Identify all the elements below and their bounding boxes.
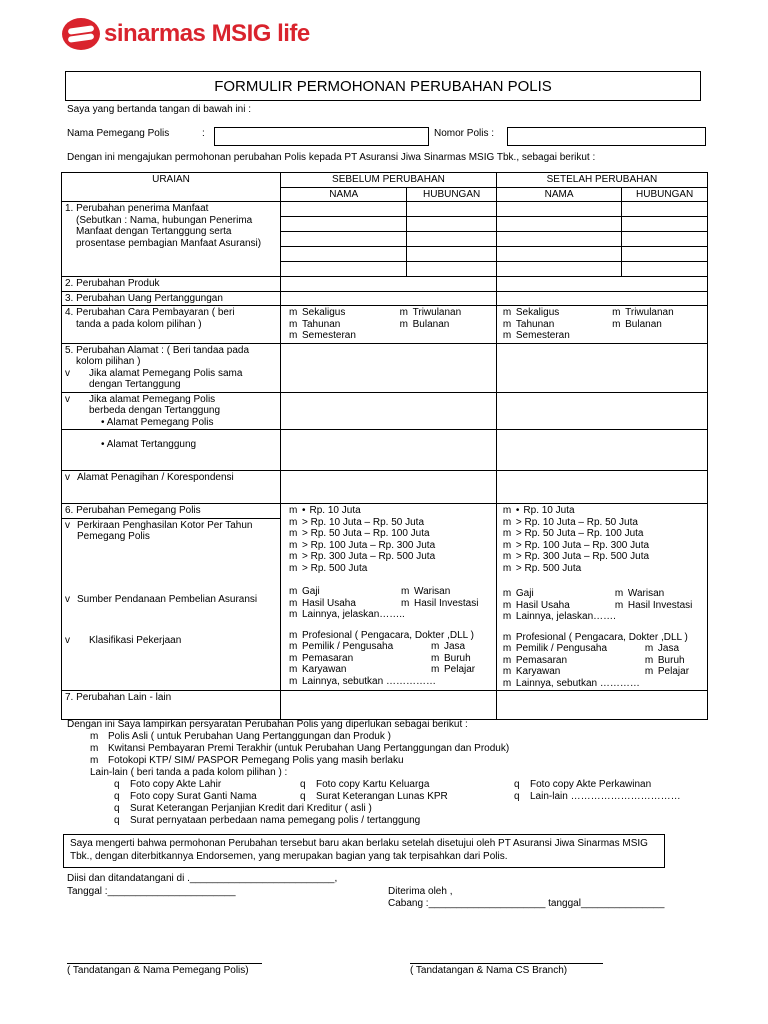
checkbox-icon[interactable]: m <box>289 641 298 652</box>
checkbox-icon[interactable]: m <box>644 643 654 654</box>
fund-hasil-usaha: Hasil Usaha <box>515 599 570 611</box>
option-tahunan: Tahunan <box>302 318 341 330</box>
address-holder: Alamat Pemegang Polis <box>106 416 214 428</box>
job-pelajar: Pelajar <box>444 664 476 675</box>
job-pemilik: Pemilik / Pengusaha <box>515 643 608 654</box>
option-triwulanan: Triwulanan <box>625 307 674 318</box>
checkbox-icon[interactable]: q <box>300 791 306 802</box>
checkbox-icon[interactable]: m <box>289 597 298 609</box>
payment-before[interactable] <box>281 306 497 344</box>
cell[interactable] <box>281 291 497 306</box>
attach-text: Lain-lain …………………………… <box>530 791 681 802</box>
income-label: Perkiraan Penghasilan Kotor Per Tahun Pemegang Polis <box>77 519 253 543</box>
attach-text: Foto copy Akte Lahir <box>130 779 222 790</box>
income-text: > Rp. 100 Juta – Rp. 300 Juta <box>515 539 650 551</box>
income-text: > Rp. 10 Juta – Rp. 50 Juta <box>302 516 425 528</box>
row-1-desc: (Sebutkan : Nama, hubungan Penerima Manfaat dengan Tertanggung serta prosentase pembagian Manfaat Asuransi) <box>76 214 262 249</box>
income-option[interactable] <box>503 505 704 517</box>
row-sum-assured: 3. Perubahan Uang Pertanggungan <box>62 291 281 306</box>
row-1-title: 1. Perubahan penerima Manfaat <box>65 203 209 214</box>
checkbox-icon[interactable]: m <box>502 562 512 574</box>
fund-other: Lainnya, jelaskan……. <box>515 611 616 622</box>
checkbox-icon[interactable]: m <box>502 318 512 330</box>
cell[interactable] <box>496 277 707 292</box>
row-address-diff <box>62 392 281 430</box>
holder-name-field[interactable] <box>214 127 429 146</box>
fund-hasil-usaha: Hasil Usaha <box>302 597 356 609</box>
checkbox-icon[interactable]: q <box>114 815 120 826</box>
job-other: Lainnya, sebutkan …………… <box>302 675 436 687</box>
checkbox-icon[interactable]: m <box>401 597 410 609</box>
job-label: Klasifikasi Pekerjaan <box>89 634 182 646</box>
checkbox-icon[interactable]: m <box>431 641 440 652</box>
policy-number-field[interactable] <box>507 127 706 146</box>
attach-text: Fotokopi KTP/ SIM/ PASPOR Pemegang Polis yang masih berlaku <box>108 755 404 766</box>
income-text: > Rp. 500 Juta <box>515 562 582 574</box>
checkbox-icon[interactable]: m <box>289 562 298 574</box>
attach-text: Kwitansi Pembayaran Premi Terakhir (untuk Perubahan Uang Pertanggungan dan Produk) <box>108 743 510 754</box>
income-text: > Rp. 50 Juta – Rp. 100 Juta <box>515 528 644 539</box>
header-before: SEBELUM PERUBAHAN <box>281 173 497 188</box>
checkbox-icon[interactable]: q <box>114 803 120 814</box>
request-text: Dengan ini mengajukan permohonan perubahan Polis kepada PT Asuransi Jiwa Sinarmas MSIG Tbk., sebagai berikut : <box>67 152 596 163</box>
signature-line-cs[interactable] <box>410 963 603 964</box>
attach-intro: Dengan ini Saya lampirkan persyaratan Perubahan Polis yang diperlukan sebagai berikut : <box>67 719 468 730</box>
cell[interactable] <box>281 217 407 232</box>
checkbox-icon[interactable]: m <box>502 528 512 539</box>
header-nama-before: NAMA <box>281 187 407 202</box>
income-option[interactable] <box>503 517 704 529</box>
bullet-icon: • <box>101 416 105 428</box>
income-text: Rp. 10 Juta <box>523 505 575 516</box>
cell[interactable] <box>496 202 621 217</box>
attach-text: Polis Asli ( untuk Perubahan Uang Pertanggungan dan Produk ) <box>108 731 391 742</box>
check-mark: v <box>65 634 70 646</box>
cell[interactable] <box>496 217 621 232</box>
job-other: Lainnya, sebutkan ………… <box>515 677 640 689</box>
attach-q1[interactable] <box>114 779 221 790</box>
fund-hasil-investasi: Hasil Investasi <box>414 597 479 609</box>
checkbox-icon[interactable]: m <box>502 654 512 666</box>
checkbox-icon[interactable]: m <box>289 675 298 687</box>
attach-q4[interactable] <box>114 791 257 802</box>
check-mark: v <box>65 393 70 405</box>
income-option[interactable] <box>503 563 704 575</box>
cell[interactable] <box>281 343 497 392</box>
checkbox-icon[interactable]: m <box>399 307 408 318</box>
attach-text: Surat pernyataan perbedaan nama pemegang polis / tertanggung <box>130 815 421 826</box>
cell[interactable] <box>496 691 707 720</box>
checkbox-icon[interactable]: m <box>90 755 99 766</box>
intro-text: Saya yang bertanda tangan di bawah ini : <box>67 104 252 115</box>
cell[interactable] <box>407 202 497 217</box>
header-uraian: URAIAN <box>62 173 281 202</box>
bullet-icon: • <box>302 505 306 516</box>
checkbox-icon[interactable]: m <box>431 652 440 664</box>
cell[interactable] <box>281 430 497 471</box>
cell[interactable] <box>281 247 407 262</box>
attach-q8[interactable] <box>114 815 420 826</box>
fund-label: Sumber Pendanaan Pembelian Asuransi <box>77 594 258 606</box>
checkbox-icon[interactable]: m <box>502 611 512 622</box>
checkbox-icon[interactable]: m <box>289 664 298 675</box>
income-option[interactable] <box>289 517 493 529</box>
checkbox-icon[interactable]: q <box>514 791 520 802</box>
checkbox-icon[interactable]: m <box>502 505 512 516</box>
option-semesteran: Semesteran <box>515 330 570 341</box>
checkbox-icon[interactable]: m <box>289 539 298 551</box>
checkbox-icon[interactable]: m <box>502 539 512 551</box>
cell[interactable] <box>407 247 497 262</box>
fund-hasil-investasi: Hasil Investasi <box>627 599 693 611</box>
holder-label: Nama Pemegang Polis <box>67 128 170 139</box>
row-product: 2. Perubahan Produk <box>62 277 281 292</box>
checkbox-icon[interactable]: m <box>502 643 512 654</box>
row-4-title: 4. Perubahan Cara Pembayaran ( beri <box>65 307 235 318</box>
fund-gaji: Gaji <box>515 588 534 599</box>
checkbox-icon[interactable]: m <box>289 307 298 318</box>
check-mark: v <box>65 594 70 606</box>
place-line[interactable]: Diisi dan ditandatangani di .__________________________, <box>67 873 338 884</box>
checkbox-icon[interactable]: m <box>612 307 621 318</box>
checkbox-icon[interactable]: m <box>502 666 512 677</box>
income-option[interactable] <box>289 563 493 575</box>
company-logo <box>62 18 310 50</box>
checkbox-icon[interactable]: q <box>514 779 520 790</box>
row-address-label <box>62 343 281 392</box>
fund-warisan: Warisan <box>627 588 665 599</box>
row-address-insured <box>62 430 281 471</box>
option-triwulanan: Triwulanan <box>412 307 462 318</box>
option-bulanan: Bulanan <box>625 318 662 330</box>
checkbox-icon[interactable]: m <box>401 586 410 597</box>
income-text: > Rp. 100 Juta – Rp. 300 Juta <box>302 539 436 551</box>
holder-change-before[interactable] <box>281 504 497 691</box>
cell[interactable] <box>496 262 621 277</box>
attach-q7[interactable] <box>114 803 372 814</box>
row-job-label <box>62 634 281 691</box>
option-sekaligus: Sekaligus <box>302 307 346 318</box>
attach-other-label: Lain-lain ( beri tanda a pada kolom pilihan ) : <box>90 767 288 778</box>
logo-icon <box>62 18 100 50</box>
attach-text: Foto copy Kartu Keluarga <box>316 779 430 790</box>
option-tahunan: Tahunan <box>515 318 555 330</box>
address-billing: Alamat Penagihan / Korespondensi <box>77 472 234 483</box>
checkbox-icon[interactable]: q <box>114 791 120 802</box>
checkbox-icon[interactable]: m <box>502 551 512 562</box>
checkbox-icon[interactable]: q <box>114 779 120 790</box>
holder-change-after[interactable] <box>496 504 707 691</box>
cell[interactable] <box>281 262 407 277</box>
fund-gaji: Gaji <box>302 586 320 597</box>
checkbox-icon[interactable]: m <box>90 731 99 742</box>
bullet-icon: • <box>101 439 105 450</box>
job-buruh: Buruh <box>444 652 471 664</box>
cell[interactable] <box>496 247 621 262</box>
cell[interactable] <box>281 232 407 247</box>
signature-cs-label: ( Tandatangan & Nama CS Branch) <box>410 965 568 976</box>
header-after: SETELAH PERUBAHAN <box>496 173 707 188</box>
option-sekaligus: Sekaligus <box>515 307 560 318</box>
bullet-icon: • <box>515 505 520 516</box>
income-text: > Rp. 500 Juta <box>302 562 368 574</box>
checkbox-icon[interactable]: m <box>502 599 512 611</box>
checkbox-icon[interactable]: m <box>289 629 298 641</box>
fund-warisan: Warisan <box>414 586 451 597</box>
policy-label: Nomor Polis : <box>434 128 495 139</box>
cell[interactable] <box>622 232 708 247</box>
row-income-label <box>62 518 281 593</box>
checkbox-icon[interactable]: m <box>289 516 298 528</box>
received-label: Diterima oleh , <box>388 886 453 897</box>
row-billing-address <box>62 471 281 504</box>
header-nama-after: NAMA <box>496 187 621 202</box>
row-holder-change: 6. Perubahan Pemegang Polis <box>62 504 281 519</box>
income-option[interactable] <box>503 551 704 563</box>
job-jasa: Jasa <box>657 643 680 654</box>
checkbox-icon[interactable]: m <box>289 609 298 620</box>
cell[interactable] <box>496 343 707 392</box>
cell[interactable] <box>622 202 708 217</box>
check-mark: v <box>65 367 70 379</box>
attach-q6[interactable] <box>514 791 681 802</box>
job-profesional: Profesional ( Pengacara, Dokter ,DLL ) <box>302 629 474 641</box>
job-pelajar: Pelajar <box>657 666 690 677</box>
income-text: > Rp. 300 Juta – Rp. 500 Juta <box>515 551 650 562</box>
income-option[interactable] <box>289 505 493 517</box>
checkbox-icon[interactable]: q <box>300 779 306 790</box>
income-text: > Rp. 10 Juta – Rp. 50 Juta <box>515 516 638 528</box>
job-jasa: Jasa <box>444 641 466 652</box>
checkbox-icon[interactable]: m <box>612 318 621 330</box>
address-different: Jika alamat Pemegang Polis berbeda dengan Tertanggung <box>89 393 221 416</box>
checkbox-icon[interactable]: m <box>614 599 624 611</box>
cell[interactable] <box>496 291 707 306</box>
header-hubungan-before: HUBUNGAN <box>407 187 497 202</box>
signature-line-holder[interactable] <box>67 963 262 964</box>
income-option[interactable] <box>289 551 493 563</box>
attach-q5[interactable] <box>300 791 448 802</box>
cell[interactable] <box>622 262 708 277</box>
payment-after[interactable] <box>496 306 707 344</box>
fund-other: Lainnya, jelaskan…….. <box>302 609 405 620</box>
checkbox-icon[interactable]: m <box>289 505 298 516</box>
income-text: Rp. 10 Juta <box>309 505 361 516</box>
row-fund-label <box>62 593 281 633</box>
job-pemasaran: Pemasaran <box>302 652 354 664</box>
checkbox-icon[interactable]: m <box>502 631 512 643</box>
checkbox-icon[interactable]: m <box>502 588 512 599</box>
row-4-sub: tanda a pada kolom pilihan ) <box>76 318 202 330</box>
income-option[interactable] <box>289 528 493 540</box>
attach-text: Foto copy Akte Perkawinan <box>530 779 652 790</box>
row-beneficiary-label <box>62 202 281 277</box>
cell[interactable] <box>496 392 707 430</box>
cell[interactable] <box>407 262 497 277</box>
attach-q2[interactable] <box>300 779 429 790</box>
checkbox-icon[interactable]: m <box>614 588 624 599</box>
checkbox-icon[interactable]: m <box>289 318 298 330</box>
cell[interactable] <box>407 232 497 247</box>
form-title: FORMULIR PERMOHONAN PERUBAHAN POLIS <box>65 71 701 101</box>
job-karyawan: Karyawan <box>302 664 347 675</box>
brand-name: sinarmas MSIG life <box>104 20 310 47</box>
check-mark: v <box>65 519 70 531</box>
income-option[interactable] <box>503 540 704 552</box>
cell[interactable] <box>496 232 621 247</box>
address-same: Jika alamat Pemegang Polis sama dengan Tertanggung <box>89 367 243 390</box>
checkbox-icon[interactable]: m <box>502 330 512 341</box>
checkbox-icon[interactable]: m <box>644 654 654 666</box>
checkbox-icon[interactable]: m <box>502 516 512 528</box>
checkbox-icon[interactable]: m <box>399 318 408 330</box>
cell[interactable] <box>281 202 407 217</box>
option-bulanan: Bulanan <box>412 318 450 330</box>
job-pemilik: Pemilik / Pengusaha <box>302 641 394 652</box>
checkbox-icon[interactable]: m <box>289 330 298 341</box>
row-other-change: 7. Perubahan Lain - lain <box>62 691 281 720</box>
checkbox-icon[interactable]: m <box>90 743 99 754</box>
checkbox-icon[interactable]: m <box>502 677 512 689</box>
checkbox-icon[interactable]: m <box>431 664 440 675</box>
cell[interactable] <box>407 217 497 232</box>
attach-text: Foto copy Surat Ganti Nama <box>130 791 257 802</box>
income-option[interactable] <box>503 528 704 540</box>
address-insured: Alamat Tertanggung <box>106 439 197 450</box>
cell[interactable] <box>496 471 707 504</box>
job-profesional: Profesional ( Pengacara, Dokter ,DLL ) <box>515 631 688 643</box>
attach-text: Surat Keterangan Lunas KPR <box>316 791 448 802</box>
signature-holder-label: ( Tandatangan & Nama Pemegang Polis) <box>67 965 249 976</box>
row-5-title: 5. Perubahan Alamat : ( Beri tandaa pada <box>65 344 250 356</box>
checkbox-icon[interactable]: m <box>289 586 298 597</box>
income-text: > Rp. 50 Juta – Rp. 100 Juta <box>302 528 430 539</box>
check-mark: v <box>65 472 70 483</box>
attach-q3[interactable] <box>514 779 651 790</box>
checkbox-icon[interactable]: m <box>502 307 512 318</box>
change-table <box>61 172 708 720</box>
statement-box: Saya mengerti bahwa permohonan Perubahan tersebut baru akan berlaku setelah disetujui oleh PT Asuransi Jiwa Sinarmas MSIG Tbk., dengan diterbitkannya Endorsemen, yang merupakan bagian yang tak terpisahkan dari Polis. <box>63 834 665 868</box>
checkbox-icon[interactable]: m <box>289 528 298 539</box>
cell[interactable] <box>622 217 708 232</box>
job-karyawan: Karyawan <box>515 666 561 677</box>
row-5-sub: kolom pilihan ) <box>76 356 141 367</box>
income-option[interactable] <box>289 540 493 552</box>
cell[interactable] <box>622 247 708 262</box>
attach-item-1[interactable] <box>90 731 391 742</box>
header-hubungan-after: HUBUNGAN <box>622 187 708 202</box>
cell[interactable] <box>281 392 497 430</box>
income-text: > Rp. 300 Juta – Rp. 500 Juta <box>302 551 436 562</box>
checkbox-icon[interactable]: m <box>289 551 298 562</box>
row-payment-label <box>62 306 281 344</box>
cell[interactable] <box>281 277 497 292</box>
date-line[interactable]: Tanggal :_______________________ <box>67 886 236 897</box>
checkbox-icon[interactable]: m <box>644 666 654 677</box>
cell[interactable] <box>496 430 707 471</box>
attach-text: Surat Keterangan Perjanjian Kredit dari Kreditur ( asli ) <box>130 803 372 814</box>
option-semesteran: Semesteran <box>302 330 356 341</box>
holder-colon: : <box>202 128 205 139</box>
branch-line[interactable]: Cabang :_____________________ tanggal_______________ <box>388 898 665 909</box>
job-pemasaran: Pemasaran <box>515 654 568 666</box>
cell[interactable] <box>281 471 497 504</box>
attach-item-2[interactable] <box>90 743 509 754</box>
attach-item-3[interactable] <box>90 755 404 766</box>
job-buruh: Buruh <box>657 654 685 666</box>
cell[interactable] <box>281 691 497 720</box>
checkbox-icon[interactable]: m <box>289 652 298 664</box>
